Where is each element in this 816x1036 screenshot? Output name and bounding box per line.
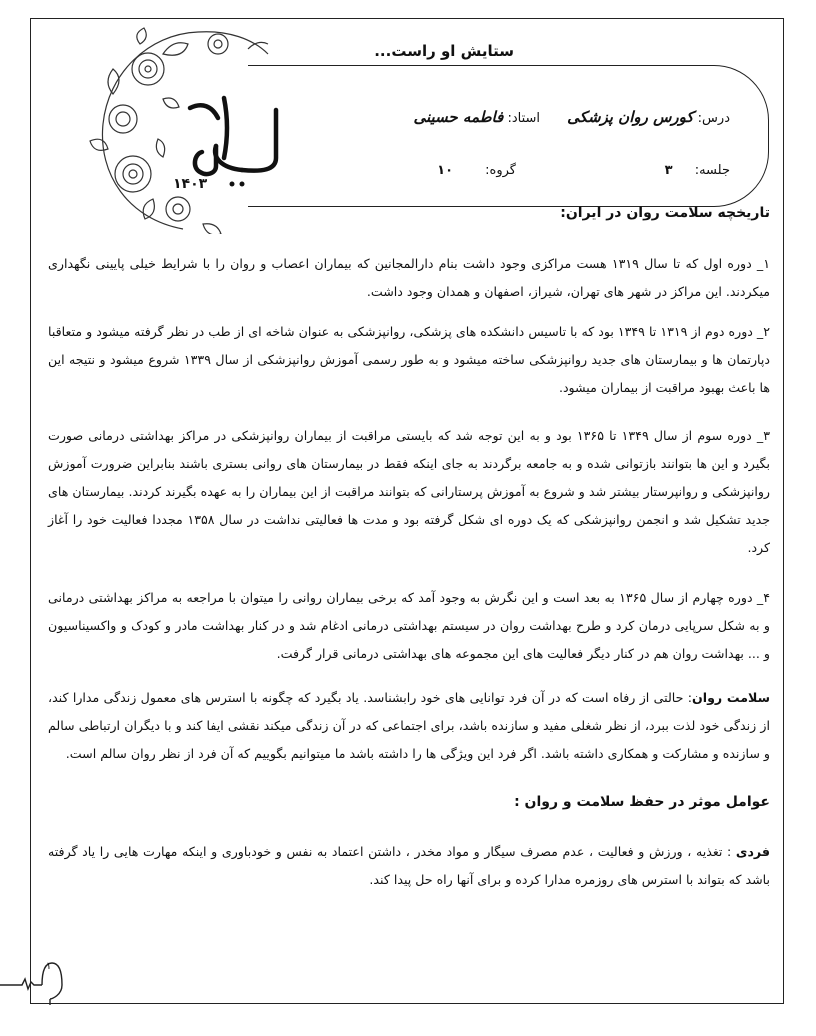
paragraph-period-1: ۱_ دوره اول که تا سال ۱۳۱۹ هست مراکزی وجود داشت بنام دارالمجانین که بیماران اعصاب و روان را با شرایط خیلی پایینی نگهداری میکردند. این مراکز در شهر های تهران، شیراز، اصفهان و همدان وجود داشت. <box>48 256 770 299</box>
paragraph-period-3: ۳_ دوره سوم از سال ۱۳۴۹ تا ۱۳۶۵ بود و به این توجه شد که بایستی مراقبت از بیماران روانپزشکی در مراکز بهداشتی درمانی صورت بگیرد و این ها بتوانند بازتوانی شده و به جامعه برگردند به جای اینکه فقط در بیمارستان های روانی بستری باشند بنابراین ضرورت آموزش روانپزشکی و روانپرستار بیشتر شد و شروع به آموزش پرستارانی که بتوانند مراقبت از این بیماران را به عهده بگیرند کردند. بیمارستان های جدید تشکیل شد و انجمن روانپزشکی که یک دوره ای شکل گرفته بود و مدت ها فعالیتی نداشت در سال ۱۳۵۸ مجددا فعالیت خود را آغاز کرد. <box>48 428 771 555</box>
session-value: ۳ <box>664 163 673 178</box>
course-value: کورس روان پزشکی <box>567 108 694 126</box>
individual-term: فردی <box>735 844 770 859</box>
individual-text: : تغذیه ، ورزش و فعالیت ، عدم مصرف سیگار و مواد مخدر ، داشتن اعتماد به نفس و خودباوری و اینکه مهارت هایی را یاد گرفته باشد که بتواند با استرس های روزمره مدارا کرده و برای آنها راه حل پیدا کند. <box>48 844 770 887</box>
paragraph-period-2: ۲_ دوره دوم از ۱۳۱۹ تا ۱۳۴۹ بود که با تاسیس دانشکده های پزشکی، روانپزشکی به عنوان شاخه ای از طب در نظر گرفته میشود و متعاقبا دپارتمان ها و بیمارستان های جدید روانپزشکی ساخته میشود و به طور رسمی آموزش روانپزشکی از سال ۱۳۳۹ شروع میشود و نتیجه این ها باعث بهبود مراقبت از بیماران میشود. <box>48 324 770 395</box>
mental-health-definition <box>48 684 770 768</box>
page-number: ۱ <box>46 961 52 972</box>
mental-health-term: سلامت روان <box>692 690 770 705</box>
session-label: جلسه: <box>694 163 730 178</box>
history-title: تاریخچه سلامت روان در ایران: <box>560 205 770 221</box>
teacher-label: استاد: <box>507 111 540 126</box>
factors-title: عوامل موثر در حفظ سلامت و روان : <box>514 794 770 810</box>
logo-year: ۱۴۰۳ <box>173 176 208 192</box>
individual-factors <box>48 838 770 894</box>
paragraph-period-4: ۴_ دوره چهارم از سال ۱۳۶۵ به بعد است و این نگرش به وجود آمد که برخی بیماران روانی را میتوان با مراجعه به مراکز بهداشتی درمانی و به شکل سرپایی درمان کرد و طرح بهداشت روان در سیستم بهداشتی درمانی ادغام شد و در کنار بهداشت مادر و کودک و واکسیناسیون و ... بهداشت روان هم در کنار دیگر فعالیت های این مجموعه های بهداشتی درمانی قرار گرفت. <box>48 590 770 661</box>
course-label: درس: <box>697 111 730 126</box>
session-row <box>665 163 730 178</box>
header-box <box>248 65 769 207</box>
mental-health-text: : حالتی از رفاه است که در آن فرد توانایی های خود رابشناسد. یاد بگیرد که چگونه با استرس های معمول زندگی مدارا کند، از زندگی خود لذت ببرد، از نظر شغلی مفید و سازنده باشد، برای اجتماعی که در آن زندگی میکند نقشی ایفا کند و با دیگران ارتباطی سالم و سازنده و مشارکت و همکاری داشته باشد. اگر فرد این ویژگی ها را داشته باشد ما میتوانیم بگوییم که آن فرد از نظر روان سالم است. <box>48 690 770 761</box>
course-row <box>567 108 730 126</box>
group-row <box>437 163 516 178</box>
stethoscope-icon <box>0 955 90 1005</box>
group-label: گروه: <box>485 163 516 178</box>
teacher-value: فاطمه حسینی <box>413 108 504 126</box>
teacher-row <box>413 108 540 126</box>
group-value: ۱۰ <box>437 163 454 178</box>
praise-heading: ستایش او راست... <box>374 42 514 60</box>
